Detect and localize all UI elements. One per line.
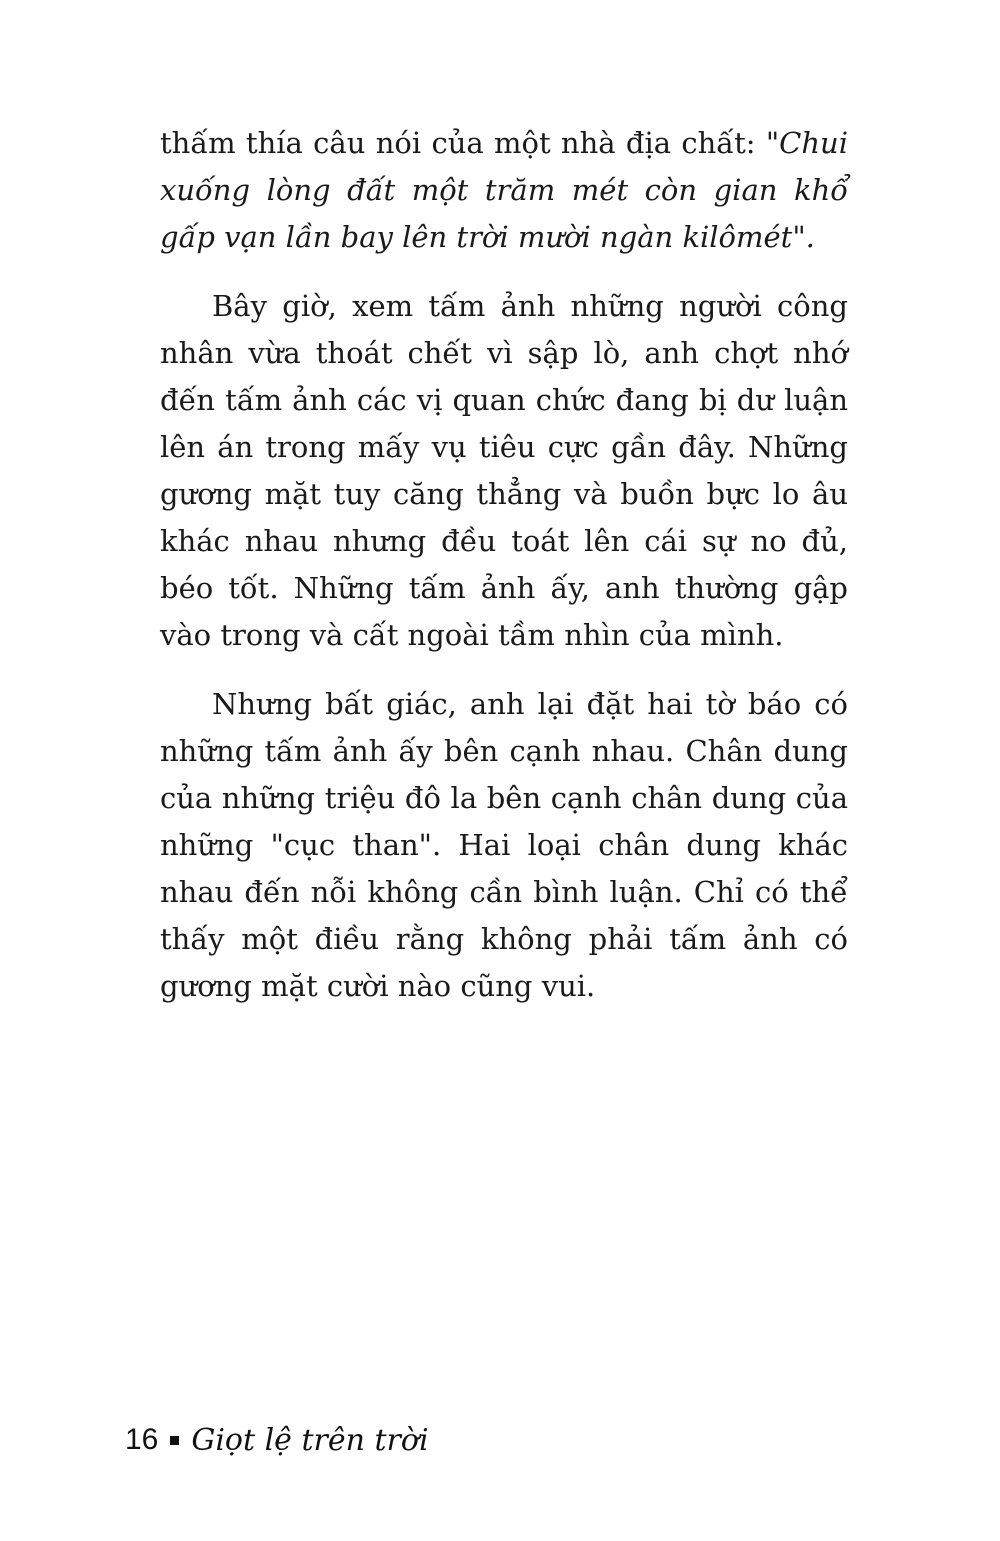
paragraph-2: Bây giờ, xem tấm ảnh những người công nhân vừa thoát chết vì sập lò, anh chợt nhớ đến tấm ảnh các vị quan chức đang bị dư luận lên án trong mấy vụ tiêu cực gần đây. Những gương mặt tuy căng thẳng và buồn bực lo âu khác nhau nhưng đều toát lên cái sự no đủ, béo tốt. Những tấm ảnh ấy, anh thường gập vào trong và cất ngoài tầm nhìn của mình.	[160, 289, 848, 652]
body-text	[160, 120, 848, 1032]
paragraph-1-lead: thấm thía câu nói của một nhà địa chất:	[160, 126, 766, 160]
square-bullet-icon	[170, 1436, 179, 1445]
page-footer	[125, 1415, 429, 1465]
geologist-quote: "Chui xuống lòng đất một trăm mét còn gian khổ gấp vạn lần bay lên trời mười ngàn kilômét".	[160, 126, 848, 254]
running-title: Giọt lệ trên trời	[191, 1422, 429, 1458]
paragraph-3: Nhưng bất giác, anh lại đặt hai tờ báo có những tấm ảnh ấy bên cạnh nhau. Chân dung của những triệu đô la bên cạnh chân dung của những "cục than". Hai loại chân dung khác nhau đến nỗi không cần bình luận. Chỉ có thể thấy một điều rằng không phải tấm ảnh có gương mặt cười nào cũng vui.	[160, 687, 848, 1003]
page-number: 16	[125, 1423, 159, 1456]
paragraph-1	[160, 120, 848, 261]
